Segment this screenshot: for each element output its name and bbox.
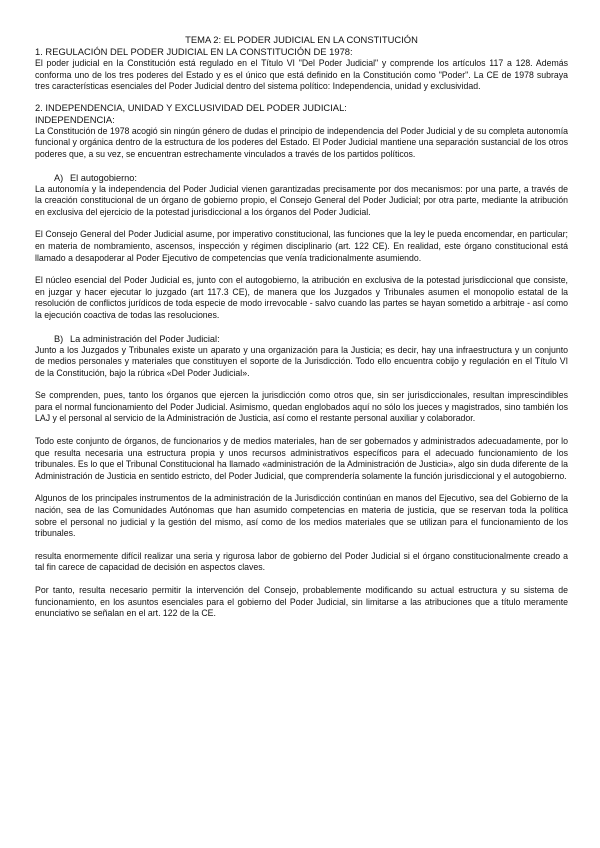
item-a-heading bbox=[54, 172, 568, 184]
item-a-label: El autogobierno: bbox=[70, 172, 137, 183]
section-1-heading: 1. REGULACIÓN DEL PODER JUDICIAL EN LA CONSTITUCIÓN DE 1978: bbox=[35, 46, 353, 57]
section-2-heading: 2. INDEPENDENCIA, UNIDAD Y EXCLUSIVIDAD DEL PODER JUDICIAL: bbox=[35, 101, 347, 113]
autogobierno-paragraph-3: El núcleo esencial del Poder Judicial es, junto con el autogobierno, la atribución en exclusiva de la potestad jurisdiccional que consiste, en juzgar y hacer ejecutar lo juzgado (art 117.3 CE), de manera que los Juzgados y Tribunales asumen el monopolio estatal de la resolución de conflictos jurídicos de toda especie de modo irrevocable - salvo cuando las partes se hayan sometido a arbitraje - así como la ejecución coactiva de todas las resoluciones. bbox=[35, 275, 568, 320]
independence-intro-paragraph: La Constitución de 1978 acogió sin ningún género de dudas el principio de independencia del Poder Judicial y de su completa autonomía funcional y orgánica dentro de la estructura de los poderes del Estado. El Poder Judicial mantiene una separación sustancial de los otros poderes que, a su vez, se encuentran estrechamente vinculados a través de los partidos políticos. bbox=[35, 125, 568, 159]
administracion-paragraph-4: Algunos de los principales instrumentos de la administración de la Jurisdicción continúan en manos del Ejecutivo, sea del Gobierno de la nación, sea de las Comunidades Autónomas que han asumido competencias en materia de justicia, que se reservan toda la política sobre el personal no judicial y la gestión del mismo, así como de los medios materiales que se utilizan para el funcionamiento de los tribunales. bbox=[35, 493, 568, 539]
administracion-paragraph-2: Se comprenden, pues, tanto los órganos que ejercen la jurisdicción como otros que, sin ser jurisdiccionales, resultan imprescindibles para el normal funcionamiento del Poder Judicial. Asimismo, quedan englobados aquí no sólo los jueces y magistrados, sino también los LAJ y el personal al servicio de la Administración de Justicia, así como el restante personal auxiliar y colaborador. bbox=[35, 390, 568, 424]
autogobierno-paragraph-2: El Consejo General del Poder Judicial asume, por imperativo constitucional, las funciones que la ley le pueda encomendar, en particular; en materia de nombramiento, ascensos, inspección y régimen disciplinario (art. 122 CE). En realidad, este órgano constitucional está llamado a desapoderar al Poder Ejecutivo de competencias que venía tradicionalmente asumiendo. bbox=[35, 229, 568, 263]
item-b-label: La administración del Poder Judicial: bbox=[70, 333, 220, 344]
section-1-paragraph: El poder judicial en la Constitución está regulado en el Título VI "Del Poder Judicial" y comprende los artículos 117 a 128. Además conforma uno de los tres poderes del Estado y es el único que está definido en la Constitución como "Poder". La CE de 1978 subraya tres características esenciales del Poder Judicial dentro del sistema político: Independencia, unidad y exclusividad. bbox=[35, 58, 568, 92]
document-page bbox=[35, 34, 568, 620]
item-b-letter: B) bbox=[54, 333, 64, 344]
administracion-paragraph-3: Todo este conjunto de órganos, de funcionarios y de medios materiales, han de ser gobernados y administrados adecuadamente, por lo que resulta necesaria una estructura propia y unos recursos administrativos específicos para el adecuado funcionamiento de los tribunales. Es lo que el Tribunal Constitucional ha llamado «administración de la Administración de Justicia», algo sin duda diferente de la Administración de Justicia en sentido estricto, del Poder Judicial, que comprendería solamente la función jurisdiccional y el autogobierno. bbox=[35, 436, 568, 481]
independence-subheading: INDEPENDENCIA: bbox=[35, 113, 115, 125]
administracion-paragraph-1: Junto a los Juzgados y Tribunales existe un aparato y una organización para la Justicia; es decir, hay una infraestructura y un conjunto de medios personales y materiales que constituyen el soporte de la Jurisdicción. Todo ello encuentra cobijo y regulación en el Título VI de la Constitución, bajo la rúbrica «Del Poder Judicial». bbox=[35, 344, 568, 378]
item-b-heading bbox=[54, 333, 568, 345]
item-a-letter: A) bbox=[54, 172, 64, 183]
document-title: TEMA 2: EL PODER JUDICIAL EN LA CONSTITUCIÓN bbox=[185, 34, 418, 45]
administracion-paragraph-6: Por tanto, resulta necesario permitir la intervención del Consejo, probablemente modificando su actual estructura y su sistema de funcionamiento, en los asuntos esenciales para el gobierno del Poder Judicial, sin limitarse a las atribuciones que a título meramente enunciativo se señalan en el art. 122 de la CE. bbox=[35, 585, 568, 619]
administracion-paragraph-5: resulta enormemente difícil realizar una seria y rigurosa labor de gobierno del Poder Judicial si el órgano constitucionalmente creado a tal fin carece de capacidad de decisión en aspectos claves. bbox=[35, 550, 568, 573]
autogobierno-paragraph-1: La autonomía y la independencia del Poder Judicial vienen garantizadas precisamente por dos mecanismos: por una parte, a través de la creación constitucional de un órgano de gobierno propio, el Consejo General del Poder Judicial; por otra parte, mediante la atribución en exclusiva del ejercicio de la potestad jurisdiccional a los órganos del Poder Judicial. bbox=[35, 183, 568, 217]
